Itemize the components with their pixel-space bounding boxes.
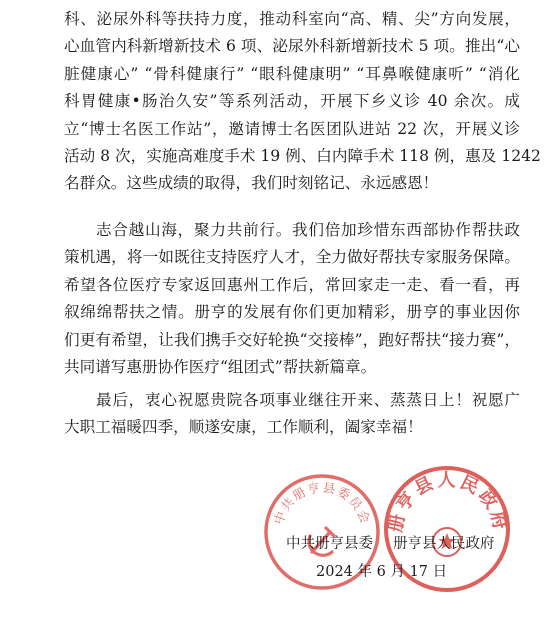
letter-date: 2024 年 6 月 17 日 bbox=[316, 564, 448, 580]
paragraph-line: 科胃健康•肠治久安”等系列活动，开展下乡义诊 40 余次。成 bbox=[64, 92, 520, 111]
paragraph-line: 活动 8 次，实施高难度手术 19 例、白内障手术 118 例，惠及 1242 bbox=[64, 146, 541, 165]
paragraph-line: 心血管内科新增新技术 6 项、泌尿外科新增新技术 5 项。推出“心 bbox=[64, 37, 520, 56]
paragraph-1 bbox=[64, 6, 541, 198]
signers bbox=[286, 534, 495, 554]
paragraph-3 bbox=[64, 387, 520, 442]
paragraph-line: 名群众。这些成绩的取得，我们时刻铭记、永远感恩！ bbox=[64, 174, 439, 193]
paragraph-line: 们更有希望，让我们携手交好轮换“交接棒”，跑好帮扶“接力赛”， bbox=[64, 330, 520, 349]
seal-text: 中共册亨县委员会 bbox=[270, 479, 374, 527]
paragraph-2 bbox=[64, 217, 520, 381]
paragraph-line: 立“博士名医工作站”，邀请博士名医团队进站 22 次，开展义诊 bbox=[64, 119, 520, 138]
paragraph-line: 叙绵绵帮扶之情。册亨的发展有你们更加精彩，册亨的事业因你 bbox=[64, 303, 520, 322]
paragraph-line: 脏健康心” “骨科健康行” “眼科健康明” “耳鼻喉健康听” “消化 bbox=[64, 64, 520, 83]
svg-text:册亨县人民政府 bbox=[385, 470, 512, 534]
paragraph-line: 策机遇，将一如既往支持医疗人才，全力做好帮扶专家服务保障。 bbox=[64, 248, 520, 267]
svg-text:中共册亨县委员会 bbox=[271, 480, 374, 527]
paragraph-line: 共同谱写惠册协作医疗“组团式”帮扶新篇章。 bbox=[64, 357, 377, 376]
seal-text: 册亨县人民政府 bbox=[385, 470, 511, 535]
paragraph-line: 大职工福暖四季，顺遂安康，工作顺利，阖家幸福！ bbox=[64, 418, 423, 437]
signer-party-committee: 中共册亨县委 bbox=[286, 536, 373, 552]
signer-government: 册亨县人民政府 bbox=[393, 536, 495, 552]
paragraph-line: 希望各位医疗专家返回惠州工作后，常回家走一走、看一看，再 bbox=[64, 275, 520, 294]
paragraph-line: 志合越山海，聚力共前行。我们倍加珍惜东西部协作帮扶政 bbox=[96, 221, 520, 239]
paragraph-line: 科、泌尿外科等扶持力度，推动科室向“高、精、尖”方向发展， bbox=[64, 10, 520, 28]
paragraph-line: 最后，衷心祝愿贵院各项事业继往开来、蒸蒸日上！祝愿广 bbox=[96, 391, 520, 409]
